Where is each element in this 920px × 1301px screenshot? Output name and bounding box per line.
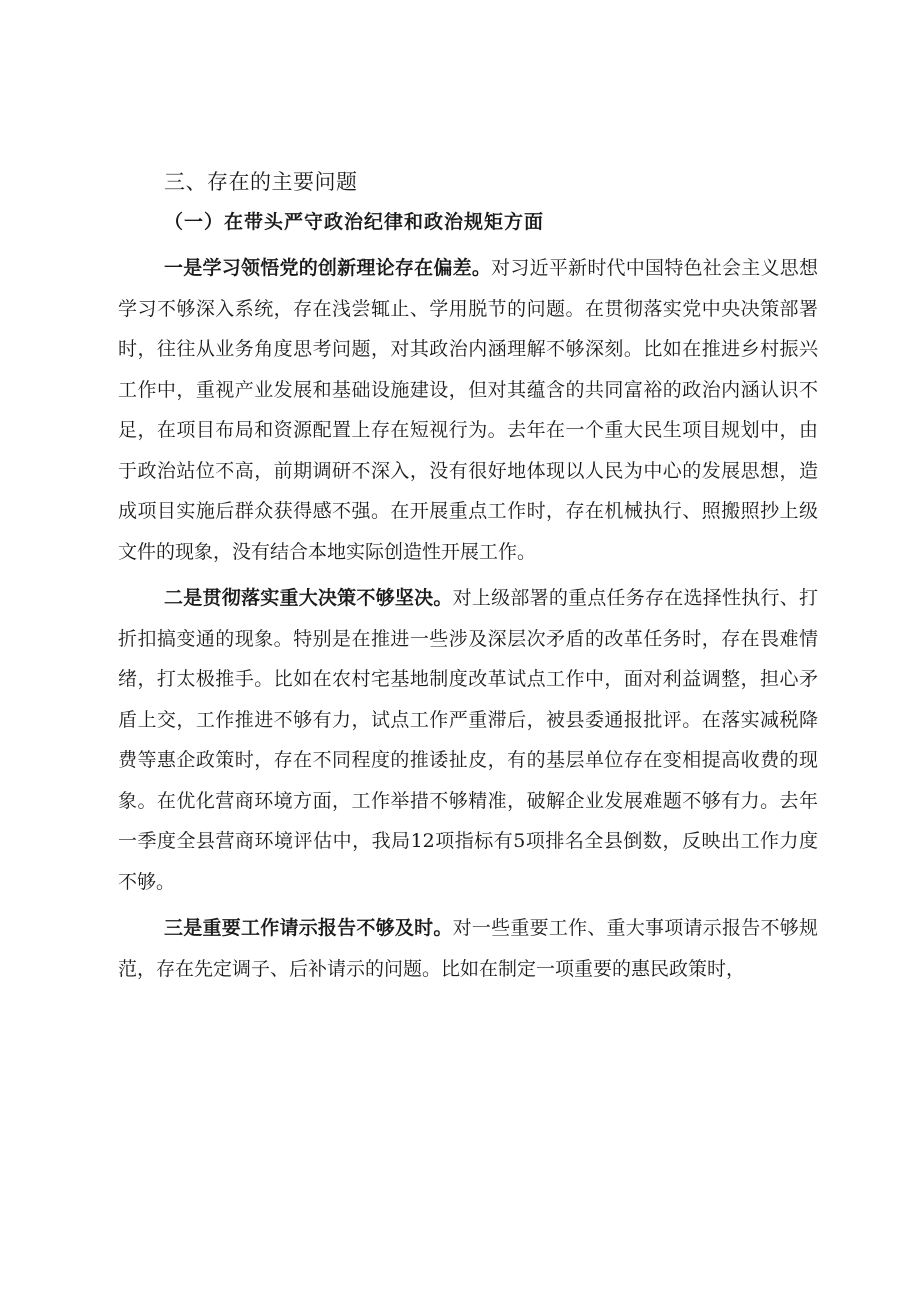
paragraph-3 [118, 908, 818, 989]
subsection-heading: （一）在带头严守政治纪律和政治规矩方面 [164, 211, 545, 233]
paragraph-text: 对一些重要工作、重大事项请示报告不够规范，存在先定调子、后补请示的问题。比如在制定一项重要的惠民政策时， [118, 917, 818, 980]
paragraph-text: 对上级部署的重点任务存在选择性执行、打折扣搞变通的现象。特别是在推进一些涉及深层次矛盾的改革任务时，存在畏难情绪，打太极推手。比如在农村宅基地制度改革试点工作中，面对利益调整，担心矛盾上交，工作推进不够有力，试点工作严重滞后，被县委通报批评。在落实减税降费等惠企政策时，存在不同程度的推诿扯皮，有的基层单位存在变相提高收费的现象。在优化营商环境方面，工作举措不够精准，破解企业发展难题不够有力。去年一季度全县营商环境评估中，我局12项指标有5项排名全县倒数，反映出工作力度不够。 [118, 587, 818, 893]
paragraph-lead: 三是重要工作请示报告不够及时。 [164, 917, 453, 939]
section-heading: 三、存在的主要问题 [164, 170, 358, 194]
document-body [118, 162, 818, 995]
paragraph-lead: 一是学习领悟党的创新理论存在偏差。 [164, 257, 492, 279]
paragraph-lead: 二是贯彻落实重大决策不够坚决。 [164, 587, 453, 609]
paragraph-1 [118, 248, 818, 572]
paragraph-text: 对习近平新时代中国特色社会主义思想学习不够深入系统，存在浅尝辄止、学用脱节的问题。在贯彻落实党中央决策部署时，往往从业务角度思考问题，对其政治内涵理解不够深刻。比如在推进乡村振兴工作中，重视产业发展和基础设施建设，但对其蕴含的共同富裕的政治内涵认识不足，在项目布局和资源配置上存在短视行为。去年在一个重大民生项目规划中，由于政治站位不高，前期调研不深入，没有很好地体现以人民为中心的发展思想，造成项目实施后群众获得感不强。在开展重点工作时，存在机械执行、照搬照抄上级文件的现象，没有结合本地实际创造性开展工作。 [118, 257, 818, 563]
paragraph-2 [118, 578, 818, 902]
